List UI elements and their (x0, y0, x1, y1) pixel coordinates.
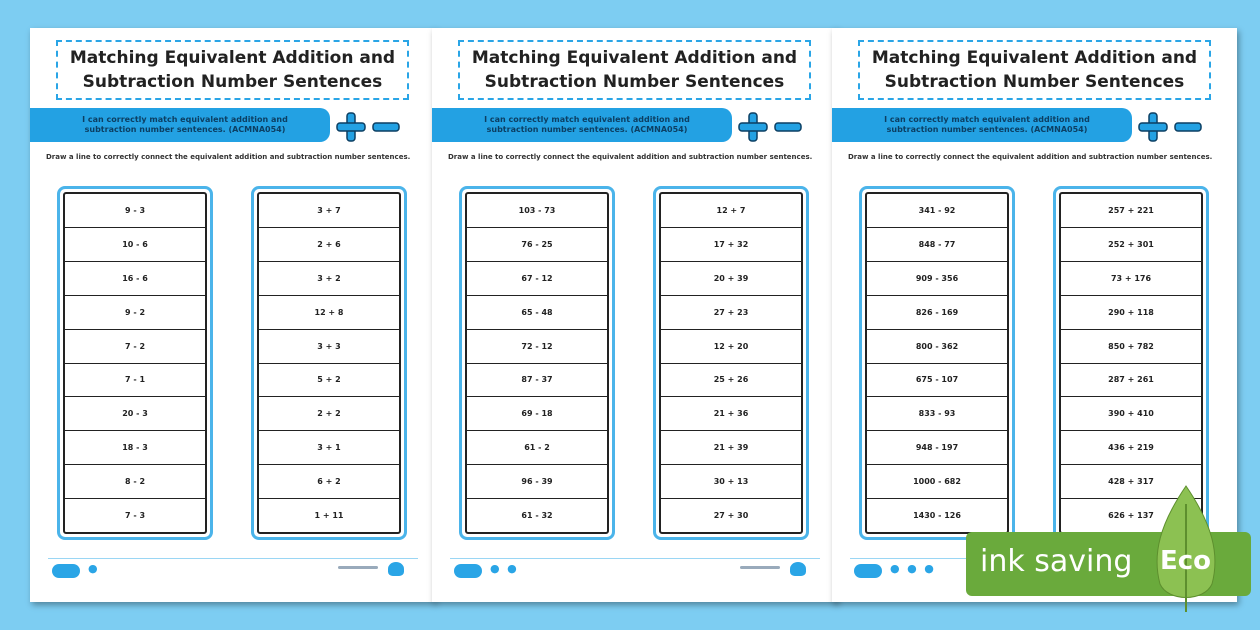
ink-saving-label: ink saving (980, 544, 1133, 579)
plus-icon (336, 112, 366, 142)
right-cell: 1 + 11 (314, 511, 344, 521)
minus-icon (1174, 120, 1202, 134)
right-cell: 27 + 23 (661, 296, 801, 330)
instructions: Draw a line to correctly connect the equivalent addition and subtraction number sentences. (448, 153, 813, 161)
right-cell: 287 + 261 (1061, 364, 1201, 398)
twinkl-logo-icon (854, 564, 882, 578)
right-cell: 3 + 3 (259, 330, 399, 364)
eco-badge-icon (790, 562, 806, 576)
right-cell: 27 + 30 (713, 511, 749, 521)
right-cell: 73 + 176 (1061, 262, 1201, 296)
left-cell: 87 - 37 (467, 364, 607, 398)
left-cell: 341 - 92 (867, 194, 1007, 228)
left-cell: 7 - 1 (65, 364, 205, 398)
twinkl-logo-icon (52, 564, 80, 578)
right-cell: 3 + 2 (259, 262, 399, 296)
left-cell: 909 - 356 (867, 262, 1007, 296)
left-cell: 69 - 18 (467, 397, 607, 431)
instructions: Draw a line to correctly connect the equivalent addition and subtraction number sentences. (46, 153, 411, 161)
objective-text: I can correctly match equivalent addition and subtraction number sentences. (ACMNA054) (484, 115, 690, 134)
eco-badge-icon (388, 562, 404, 576)
left-cell: 8 - 2 (65, 465, 205, 499)
left-cell: 9 - 2 (65, 296, 205, 330)
worksheet-2 (432, 28, 837, 602)
right-cell: 2 + 2 (259, 397, 399, 431)
footer (450, 558, 820, 580)
instructions: Draw a line to correctly connect the equivalent addition and subtraction number sentences. (848, 153, 1213, 161)
right-column (653, 186, 809, 540)
difficulty-dots: ● ● ● (890, 562, 936, 575)
objective-banner (432, 108, 732, 142)
left-cell: 96 - 39 (467, 465, 607, 499)
objective-banner (832, 108, 1132, 142)
right-cell: 30 + 13 (661, 465, 801, 499)
left-cell: 76 - 25 (467, 228, 607, 262)
objective-text: I can correctly match equivalent addition and subtraction number sentences. (ACMNA054) (884, 115, 1090, 134)
left-cell: 67 - 12 (467, 262, 607, 296)
left-cell: 9 - 3 (65, 194, 205, 228)
right-cell: 12 + 8 (259, 296, 399, 330)
left-cell: 7 - 2 (65, 330, 205, 364)
right-cell: 436 + 219 (1061, 431, 1201, 465)
right-cell: 3 + 7 (259, 194, 399, 228)
left-cell: 61 - 2 (467, 431, 607, 465)
left-column (459, 186, 615, 540)
left-cell: 1000 - 682 (867, 465, 1007, 499)
difficulty-dots: ● (88, 562, 100, 575)
right-cell: 17 + 32 (661, 228, 801, 262)
right-cell: 428 + 317 (1061, 465, 1201, 499)
title-box (858, 40, 1211, 100)
right-cell: 6 + 2 (259, 465, 399, 499)
left-cell: 61 - 32 (521, 511, 553, 521)
right-cell: 252 + 301 (1061, 228, 1201, 262)
right-cell: 25 + 26 (661, 364, 801, 398)
left-column (57, 186, 213, 540)
minus-icon (774, 120, 802, 134)
objective-banner (30, 108, 330, 142)
worksheet-1 (30, 28, 435, 602)
minus-icon (372, 120, 400, 134)
left-cell: 72 - 12 (467, 330, 607, 364)
left-cell: 848 - 77 (867, 228, 1007, 262)
objective-text: I can correctly match equivalent addition and subtraction number sentences. (ACMNA054) (82, 115, 288, 134)
right-cell: 12 + 7 (661, 194, 801, 228)
right-column (251, 186, 407, 540)
left-cell: 826 - 169 (867, 296, 1007, 330)
left-column (859, 186, 1015, 540)
right-cell: 21 + 36 (661, 397, 801, 431)
worksheet-title: Matching Equivalent Addition and Subtraction Number Sentences (471, 48, 798, 92)
right-cell: 626 + 137 (1108, 511, 1154, 521)
right-cell: 12 + 20 (661, 330, 801, 364)
right-cell: 290 + 118 (1061, 296, 1201, 330)
right-cell: 5 + 2 (259, 364, 399, 398)
left-cell: 65 - 48 (467, 296, 607, 330)
footer-url-mark (740, 566, 780, 569)
left-cell: 10 - 6 (65, 228, 205, 262)
right-cell: 20 + 39 (661, 262, 801, 296)
left-cell: 948 - 197 (867, 431, 1007, 465)
right-cell: 21 + 39 (661, 431, 801, 465)
title-box (56, 40, 409, 100)
left-cell: 7 - 3 (124, 511, 146, 521)
left-cell: 18 - 3 (65, 431, 205, 465)
left-cell: 103 - 73 (467, 194, 607, 228)
right-cell: 3 + 1 (259, 431, 399, 465)
title-box (458, 40, 811, 100)
footer (48, 558, 418, 580)
left-cell: 675 - 107 (867, 364, 1007, 398)
left-cell: 20 - 3 (65, 397, 205, 431)
eco-label: Eco (1160, 546, 1212, 576)
left-cell: 1430 - 126 (913, 511, 961, 521)
worksheet-title: Matching Equivalent Addition and Subtraction Number Sentences (871, 48, 1198, 92)
right-cell: 390 + 410 (1061, 397, 1201, 431)
difficulty-dots: ● ● (490, 562, 519, 575)
right-cell: 850 + 782 (1061, 330, 1201, 364)
left-cell: 833 - 93 (867, 397, 1007, 431)
left-cell: 800 - 362 (867, 330, 1007, 364)
worksheet-title: Matching Equivalent Addition and Subtraction Number Sentences (69, 48, 396, 92)
plus-icon (738, 112, 768, 142)
right-cell: 257 + 221 (1061, 194, 1201, 228)
footer-url-mark (338, 566, 378, 569)
plus-icon (1138, 112, 1168, 142)
twinkl-logo-icon (454, 564, 482, 578)
right-cell: 2 + 6 (259, 228, 399, 262)
left-cell: 16 - 6 (65, 262, 205, 296)
